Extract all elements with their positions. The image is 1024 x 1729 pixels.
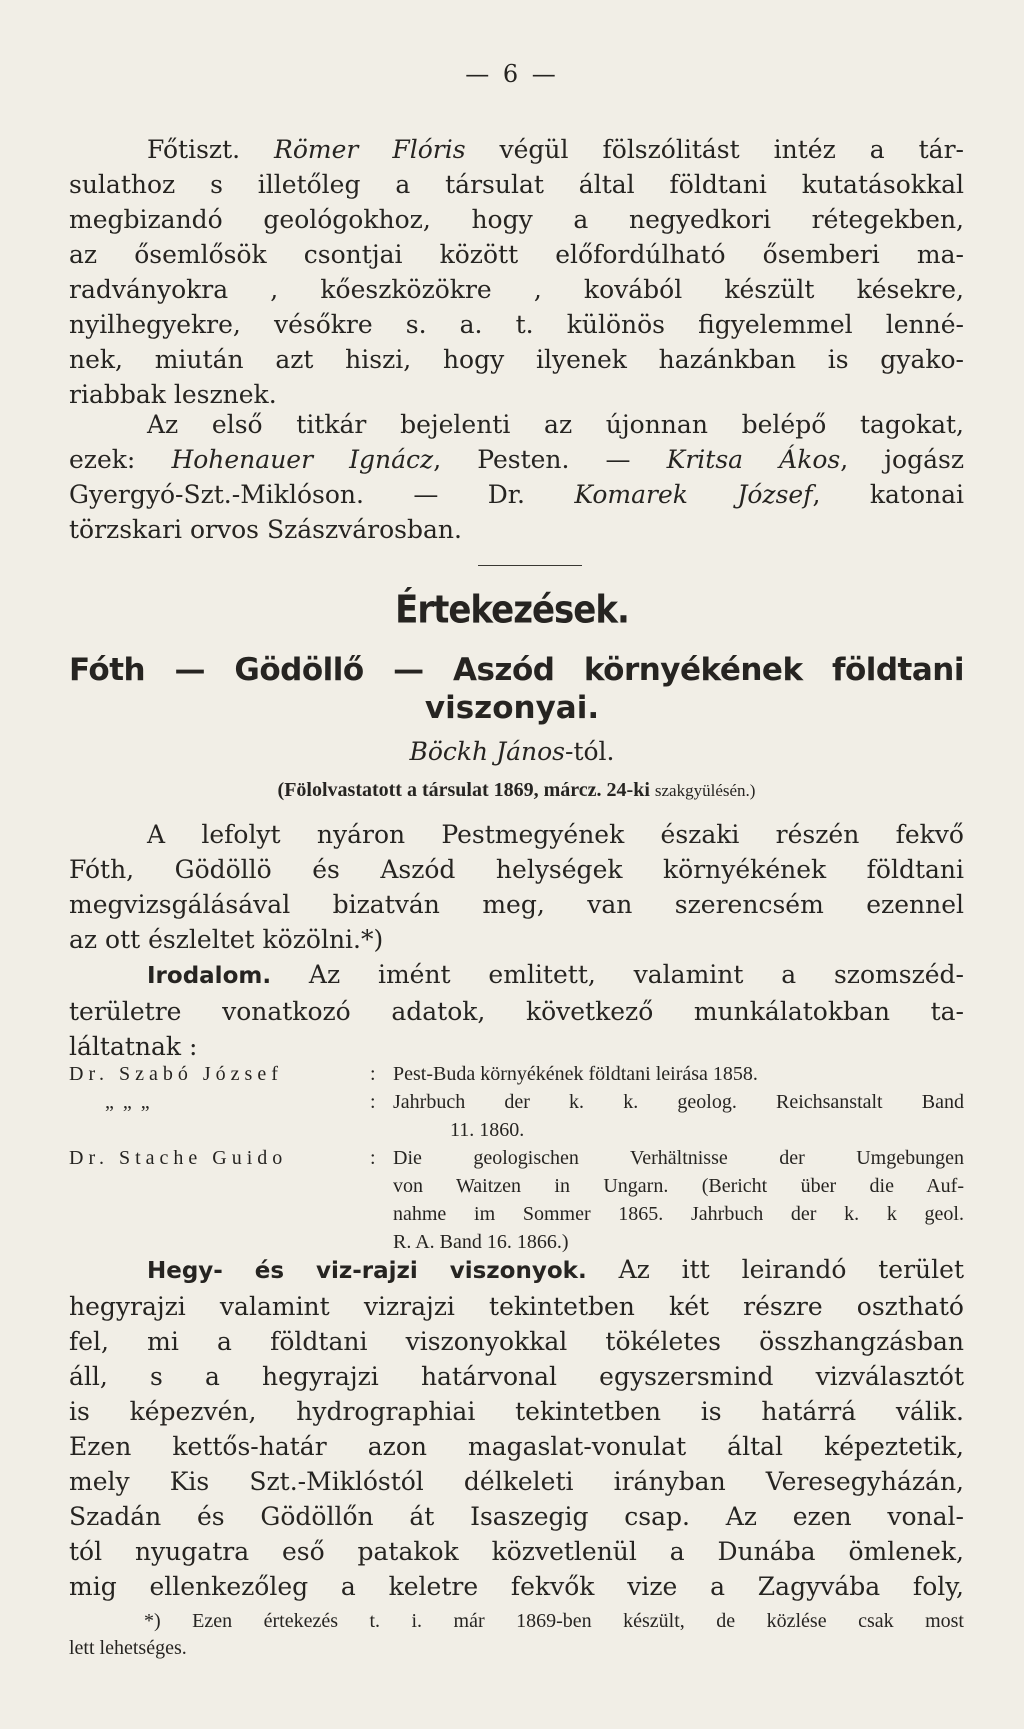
- text-line: az ősemlősök csontjai között előfordúlható ősemberi ma-: [69, 240, 964, 269]
- literature-source: Jahrbuch der k. k. geolog. Reichsanstalt Band: [393, 1091, 964, 1113]
- footnote: [69, 1608, 964, 1662]
- text-line: Ezen kettős-határ azon magaslat-vonulat által képeztetik,: [69, 1432, 964, 1461]
- text-line: törzskari orvos Szászvárosban.: [69, 515, 462, 544]
- text-line: mig ellenkezőleg a keletre fekvők vize a Zagyvába foly,: [69, 1572, 964, 1601]
- literature-source: Pest-Buda környékének földtani leirása 1858.: [393, 1063, 758, 1085]
- page-number: — 6 —: [465, 60, 559, 88]
- orography-heading: Hegy- és viz-rajzi viszonyok.: [147, 1258, 587, 1284]
- text-line: Hegy- és viz-rajzi viszonyok. Az itt leirandó terület: [147, 1255, 964, 1284]
- text-line: is képezvén, hydrographiai tekintetben is határrá válik.: [69, 1397, 964, 1426]
- text-line: Főtiszt. Römer Flóris végül fölszólitást intéz a tár-: [147, 135, 964, 164]
- paragraph-orography: [69, 1252, 964, 1604]
- article-title-continued: viszonyai.: [424, 690, 600, 726]
- text-line: nek, miután azt hiszi, hogy ilyenek hazánkban is gyako-: [69, 345, 964, 374]
- text-line: ezek: Hohenauer Ignácz, Pesten. — Kritsa Ákos, jogász: [69, 445, 965, 474]
- text-line: Az első titkár bejelenti az újonnan belépő tagokat,: [147, 410, 964, 439]
- article-author: Böckh János-tól.: [409, 737, 615, 766]
- text-line: tól nyugatra eső patakok közvetlenül a Dunába ömlenek,: [69, 1537, 964, 1566]
- text-line: fel, mi a földtani viszonyokkal tökéletes összhangzásban: [69, 1327, 964, 1356]
- text-line: területre vonatkozó adatok, következő munkálatokban ta-: [69, 997, 964, 1026]
- literature-author: Dr. Stache Guido: [69, 1147, 288, 1169]
- text-line: mely Kis Szt.-Miklóstól délkeleti irányban Veresegyházán,: [69, 1467, 964, 1496]
- footnote-line: lett lehetséges.: [69, 1637, 187, 1659]
- text-line: Szadán és Gödöllőn át Isaszegig csap. Az ezen vonal-: [69, 1502, 964, 1531]
- paragraph-introduction: [69, 817, 964, 957]
- reading-note: (Fölolvastatott a társulat 1869, márcz. 24-ki szakgyülésén.): [277, 779, 756, 801]
- text-line: Fóth, Gödöllö és Aszód helységek környékének földtani: [69, 855, 964, 884]
- text-line: Irodalom. Az imént emlitett, valamint a szomszéd-: [147, 960, 964, 989]
- text-line: A lefolyt nyáron Pestmegyének északi részén fekvő: [147, 820, 964, 849]
- text-line: áll, s a hegyrajzi határvonal egyszersmind vizválasztót: [69, 1362, 964, 1391]
- text-line: riabbak lesznek.: [69, 380, 277, 409]
- paragraph-new-members: [69, 407, 964, 547]
- text-line: sulathoz s illetőleg a társulat által földtani kutatásokkal: [69, 170, 964, 199]
- text-line: megvizsgálásával bizatván meg, van szerencsém ezennel: [69, 890, 964, 919]
- text-line: megbizandó geológokhoz, hogy a negyedkori rétegekben,: [69, 205, 964, 234]
- document-page: — 6 — Főtiszt. Römer Flóris végül fölszólitást intéz a tár- sulathoz s illetőleg a társulat által földtani kutatásokkal megbizandó geológokhoz, hogy a negyedkori rétegekben, az ősemlősök csontjai között előfordúlható ősemberi ma- radványokra , kőeszközökre , kovából készült késekre, nyilhegyekre, vésőkre s. a. t. különös figyelemmel lenné- nek, miután azt hiszi, hogy ilyenek hazánkban is gyako- riabbak lesznek. Az első titkár bejelenti az újonnan belépő tagokat, ezek: Hohenauer Ignácz, Pesten. — Kritsa Ákos, jogász Gyergyó-Szt.-Miklóson. — Dr. Komarek József, katonai törzskari orvos Szászvárosban. Értekezések. Fóth — Gödöllő — Aszód környékének földtani viszonyai. Böckh János-tól. (Fölolvastatott a társulat 1869, márcz. 24-ki szakgyülésén.) A lefolyt nyáron Pestmegyének északi részén fekvő Fóth, Gödöllö és Aszód helységek környékének földtani megvizsgálásával bizatván meg, van szerencsém ezennel az ott észleltet közölni.*) Irodalom. Az imént emlitett, valamint a szomszéd- területre vonatkozó adatok, következő munkálatokban ta- láltatnak : Dr. Szabó József : Pest-Buda környékének földtani leirása 1858. „ „ „ : Jahrbuch der k. k. geolog. Reichsanstalt Band 11. 1860. Dr. Stache Guido : Die geologischen Verhältnisse der Umgebungen von Waitzen in Ungarn. (Bericht über die Auf- nahme im Sommer 1865. Jahrbuch der k. k geol. R. A. Band 16. 1866.) Hegy- és viz-rajzi viszonyok. Az itt leirandó terület hegyrajzi valamint vizrajzi tekintetben két részre osztható fel, mi a földtani viszonyokkal tökéletes összhangzásban áll, s a hegyrajzi határvonal egyszersmind vizválasztót is képezvén, hydrographiai tekintetben is határrá válik. Ezen kettős-határ azon magaslat-vonulat által képeztetik, mely Kis Szt.-Miklóstól délkeleti irányban Veresegyházán, Szadán és Gödöllőn át Isaszegig csap. Az ezen vonal- tól nyugatra eső patakok közvetlenül a Dunába ömlenek, mig ellenkezőleg a keletre fekvők vize a Zagyvába foly, *) Ezen értekezés t. i. már 1869-ben készült, de közlése csak most lett lehetséges.: [0, 0, 1024, 1729]
- text-line: hegyrajzi valamint vizrajzi tekintetben két részre osztható: [69, 1292, 964, 1321]
- literature-source: Die geologischen Verhältnisse der Umgebungen: [393, 1147, 964, 1169]
- text-line: radványokra , kőeszközökre , kovából készült késekre,: [69, 275, 964, 304]
- literature-author: Dr. Szabó József: [69, 1063, 283, 1085]
- literature-heading: Irodalom.: [147, 963, 272, 989]
- literature-author: „ „ „: [105, 1091, 152, 1113]
- paragraph-literature: [69, 957, 964, 1064]
- section-title: Értekezések.: [395, 587, 629, 633]
- text-line: nyilhegyekre, vésőkre s. a. t. különös figyelemmel lenné-: [69, 310, 964, 339]
- footnote-line: *) Ezen értekezés t. i. már 1869-ben készült, de közlése csak most: [144, 1610, 964, 1632]
- article-title: Fóth — Gödöllő — Aszód környékének földtani: [69, 652, 964, 688]
- section-divider: [478, 565, 582, 566]
- text-line: láltatnak :: [69, 1032, 198, 1061]
- text-line: Gyergyó-Szt.-Miklóson. — Dr. Komarek József, katonai: [69, 480, 964, 509]
- paragraph-membership-request: [69, 132, 964, 412]
- text-line: az ott észleltet közölni.*): [69, 925, 384, 954]
